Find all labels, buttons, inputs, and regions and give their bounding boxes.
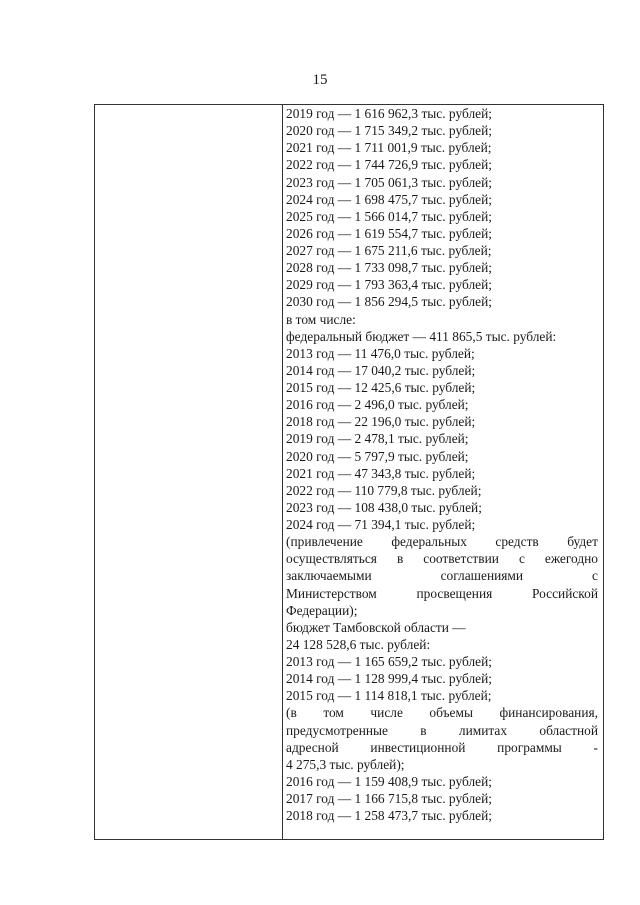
text-line: 2020 год — 5 797,9 тыс. рублей; bbox=[286, 448, 469, 464]
regional-line: 2015 год — 1 114 818,1 тыс. рублей; bbox=[286, 688, 492, 704]
regional-line: 24 128 528,6 тыс. рублей: bbox=[286, 636, 431, 652]
funding-table bbox=[94, 104, 604, 840]
column-divider bbox=[282, 105, 283, 839]
text-line: 2028 год — 1 733 098,7 тыс. рублей; bbox=[286, 260, 492, 276]
text-line: 2019 год — 2 478,1 тыс. рублей; bbox=[286, 431, 469, 447]
text-line: 2018 год — 22 196,0 тыс. рублей; bbox=[286, 414, 476, 430]
text-line: в том числе: bbox=[286, 311, 356, 327]
text-line: 2016 год — 1 159 408,9 тыс. рублей; bbox=[286, 773, 492, 789]
page-number: 15 bbox=[312, 72, 328, 88]
regional-line: бюджет Тамбовской области — bbox=[286, 619, 466, 635]
text-line: 2024 год — 1 698 475,7 тыс. рублей; bbox=[286, 191, 492, 207]
federal-note-line: Министерством просвещения Российской bbox=[286, 585, 598, 601]
text-line: 2021 год — 1 711 001,9 тыс. рублей; bbox=[286, 140, 492, 156]
text-line: федеральный бюджет — 411 865,5 тыс. рублей: bbox=[286, 328, 557, 344]
text-line: 2020 год — 1 715 349,2 тыс. рублей; bbox=[286, 123, 492, 139]
text-line: 2022 год — 1 744 726,9 тыс. рублей; bbox=[286, 157, 492, 173]
text-line: 2017 год — 1 166 715,8 тыс. рублей; bbox=[286, 791, 492, 806]
federal-note-line: осуществляться в соответствии с ежегодно bbox=[286, 551, 598, 567]
text-line: 2030 год — 1 856 294,5 тыс. рублей; bbox=[286, 294, 492, 310]
text-line: 2029 год — 1 793 363,4 тыс. рублей; bbox=[286, 277, 492, 293]
text-line: 2025 год — 1 566 014,7 тыс. рублей; bbox=[286, 208, 492, 224]
regional-line: 2013 год — 1 165 659,2 тыс. рублей; bbox=[286, 654, 492, 669]
regional-note-line: предусмотренные в лимитах областной bbox=[286, 722, 598, 738]
text-line: 2026 год — 1 619 554,7 тыс. рублей; bbox=[286, 225, 492, 241]
text-line: 2013 год — 11 476,0 тыс. рублей; bbox=[286, 345, 475, 361]
text-line: 2014 год — 17 040,2 тыс. рублей; bbox=[286, 362, 476, 378]
text-line: 2023 год — 108 438,0 тыс. рублей; bbox=[286, 499, 482, 515]
regional-line: 2014 год — 1 128 999,4 тыс. рублей; bbox=[286, 671, 492, 687]
text-line: 2024 год — 71 394,1 тыс. рублей; bbox=[286, 517, 476, 532]
text-line: 2016 год — 2 496,0 тыс. рублей; bbox=[286, 397, 469, 413]
text-line: 2021 год — 47 343,8 тыс. рублей; bbox=[286, 465, 476, 481]
federal-note-line: заключаемыми соглашениями с bbox=[286, 568, 598, 584]
text-line: 2015 год — 12 425,6 тыс. рублей; bbox=[286, 380, 476, 395]
regional-note-line: адресной инвестиционной программы - bbox=[286, 739, 598, 755]
text-line: 2022 год — 110 779,8 тыс. рублей; bbox=[286, 482, 482, 498]
funding-text-cell bbox=[286, 105, 598, 824]
regional-note-line: (в том числе объемы финансирования, bbox=[286, 705, 598, 721]
text-line: 2027 год — 1 675 211,6 тыс. рублей; bbox=[286, 243, 492, 258]
text-line: 2019 год — 1 616 962,3 тыс. рублей; bbox=[286, 106, 492, 121]
regional-note-line: 4 275,3 тыс. рублей); bbox=[286, 756, 405, 772]
federal-note-line: Федерации); bbox=[286, 602, 358, 618]
text-line: 2018 год — 1 258 473,7 тыс. рублей; bbox=[286, 808, 492, 824]
text-line: 2023 год — 1 705 061,3 тыс. рублей; bbox=[286, 174, 492, 190]
federal-note-line: (привлечение федеральных средств будет bbox=[286, 534, 598, 550]
